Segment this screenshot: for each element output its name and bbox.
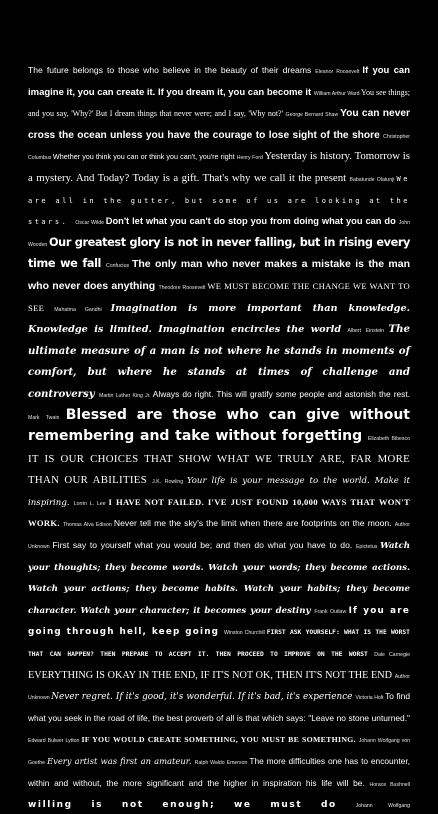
quote-text: IF YOU WOULD CREATE SOMETHING, YOU MUST BE SOMETHING. [81, 735, 359, 745]
quote-text: Imagination is more important than knowledge. Knowledge is limited. Imagination encircles the world [28, 302, 410, 336]
quote-author: Babatunde Olatunji [349, 176, 397, 183]
quote-text: Blessed are those who can give without remembering and take without forgetting [28, 406, 410, 445]
quote-text: Your life is your message to the world. Make it inspiring. [28, 476, 411, 508]
quote-author: Eleanor Roosevelt [315, 69, 363, 75]
quote-text: Always do right. This will gratify some people and astonish the rest. [152, 388, 410, 399]
quote-text: We are all in the gutter, but some of us are looking at the stars. [28, 174, 410, 227]
quote-poster [28, 58, 410, 814]
quote-text: You see things; and you say, 'Why?' But I dream things that never were; and I say, 'Why not?' [28, 87, 411, 119]
quote-author: Ralph Waldo Emerson [194, 760, 250, 766]
quote-text: To find what you seek in the road of life, the best proverb of all is that which says: "Leave no stone unturned." [28, 691, 410, 723]
quote-author: Victoria Holt [355, 695, 386, 702]
quote-author: Mahatma Gandhi [54, 306, 111, 313]
quote-author: Johann Wolfgang von Goethe [28, 738, 411, 766]
quote-text: WE MUST BECOME THE CHANGE WE WANT TO SEE [28, 280, 410, 313]
quote-author: Epictetus [355, 544, 381, 551]
quote-author: Winston Churchill [223, 630, 267, 637]
quote-text: I HAVE NOT FAILED. I'VE JUST FOUND 10,000 WAYS THAT WON'T WORK. [28, 496, 410, 529]
quote-text: FIRST ASK YOURSELF: WHAT IS THE WORST THAT CAN HAPPEN? THEN PREPARE TO ACCEPT IT. THEN PROCEED TO IMPROVE ON THE WORST [28, 629, 410, 659]
quote-text: The future belongs to those who believe in the beauty of their dreams [28, 65, 316, 75]
quote-author: Frank Outlaw [314, 608, 349, 615]
quote-author: Martin Luther King Jr. [99, 392, 153, 399]
quote-text: Never regret. If it's good, it's wonderful. If it's bad, it's experience [51, 692, 356, 703]
quote-author: Theodore Roosevelt [158, 284, 208, 291]
quote-author: William Arthur Ward [313, 90, 361, 97]
quote-author: Dale Carnegie [374, 652, 410, 659]
quote-author: Albert Einstein [347, 328, 389, 335]
quote-author: George Bernard Shaw [285, 112, 341, 119]
quote-text: The ultimate measure of a man is not where he stands in moments of comfort, but where he stands at times of challenge and controversy [28, 323, 411, 400]
quote-author: Henry Ford [236, 155, 265, 162]
quote-author: Oscar Wilde [75, 220, 106, 227]
quote-author: Mark Twain [28, 414, 66, 421]
quote-text: If you are going through hell, keep going [28, 605, 410, 638]
quote-text: The more difficulties one has to encounter, within and without, the more significant and the higher in inspiration his life will be. [28, 756, 410, 788]
quote-author: Thomas Alva Edison [63, 522, 114, 529]
quote-author: Confucius [105, 263, 132, 270]
quote-text: Our greatest glory is not in never falling, but in rising every time we fall [28, 235, 411, 271]
quote-text: Yesterday is history. Tomorrow is a mystery. And Today? Today is a gift. That's why we call it the present [28, 150, 411, 184]
quote-text: The only man who never makes a mistake is the man who never does anything [28, 258, 411, 292]
quote-author: Lorrin L. Lee [73, 500, 109, 507]
quote-text: You can never cross the ocean unless you have the courage to lose sight of the shore [28, 108, 410, 141]
quote-text: Every artist was first an amateur. [46, 756, 195, 766]
quote-author: J.K. Rowling [152, 479, 187, 486]
quote-author: Christopher Columbus [28, 133, 410, 162]
quote-text: IT IS OUR CHOICES THAT SHOW WHAT WE TRULY ARE, FAR MORE THAN OUR ABILITIES [28, 452, 410, 487]
quote-author: Author Unknown [28, 522, 410, 551]
quote-author: Horace Bushnell [369, 781, 410, 788]
quote-text: Whether you think you can or think you can't, you're right [52, 152, 237, 162]
quote-author: John Wooden [28, 220, 410, 248]
quote-text: Never tell me the sky's the limit when there are footprints on the moon. [113, 518, 395, 529]
quote-author: Elizabeth Bibesco [367, 436, 410, 443]
quote-author: Edward Bulwer Lytton [28, 738, 82, 745]
quote-author: Johann Wolfgang [355, 803, 410, 810]
quote-text: First say to yourself what you would be; and then do what you have to do. [52, 540, 356, 551]
quote-text: EVERYTHING IS OKAY IN THE END, IF IT'S NOT OK, THEN IT'S NOT THE END [28, 669, 395, 681]
quote-text: If you can imagine it, you can create it. If you dream it, you can become it [28, 65, 410, 98]
quote-text: Don't let what you can't do stop you from doing what you can do [105, 216, 399, 227]
quote-text: willing is not enough; we must do [28, 800, 356, 811]
quote-text: Watch your thoughts; they become words. Watch your words; they become actions. Watch your actions; they become habits. Watch your habits; they become character. Watch your character; it becomes your destiny [28, 541, 411, 616]
quote-author: Author Unknown [28, 673, 410, 702]
